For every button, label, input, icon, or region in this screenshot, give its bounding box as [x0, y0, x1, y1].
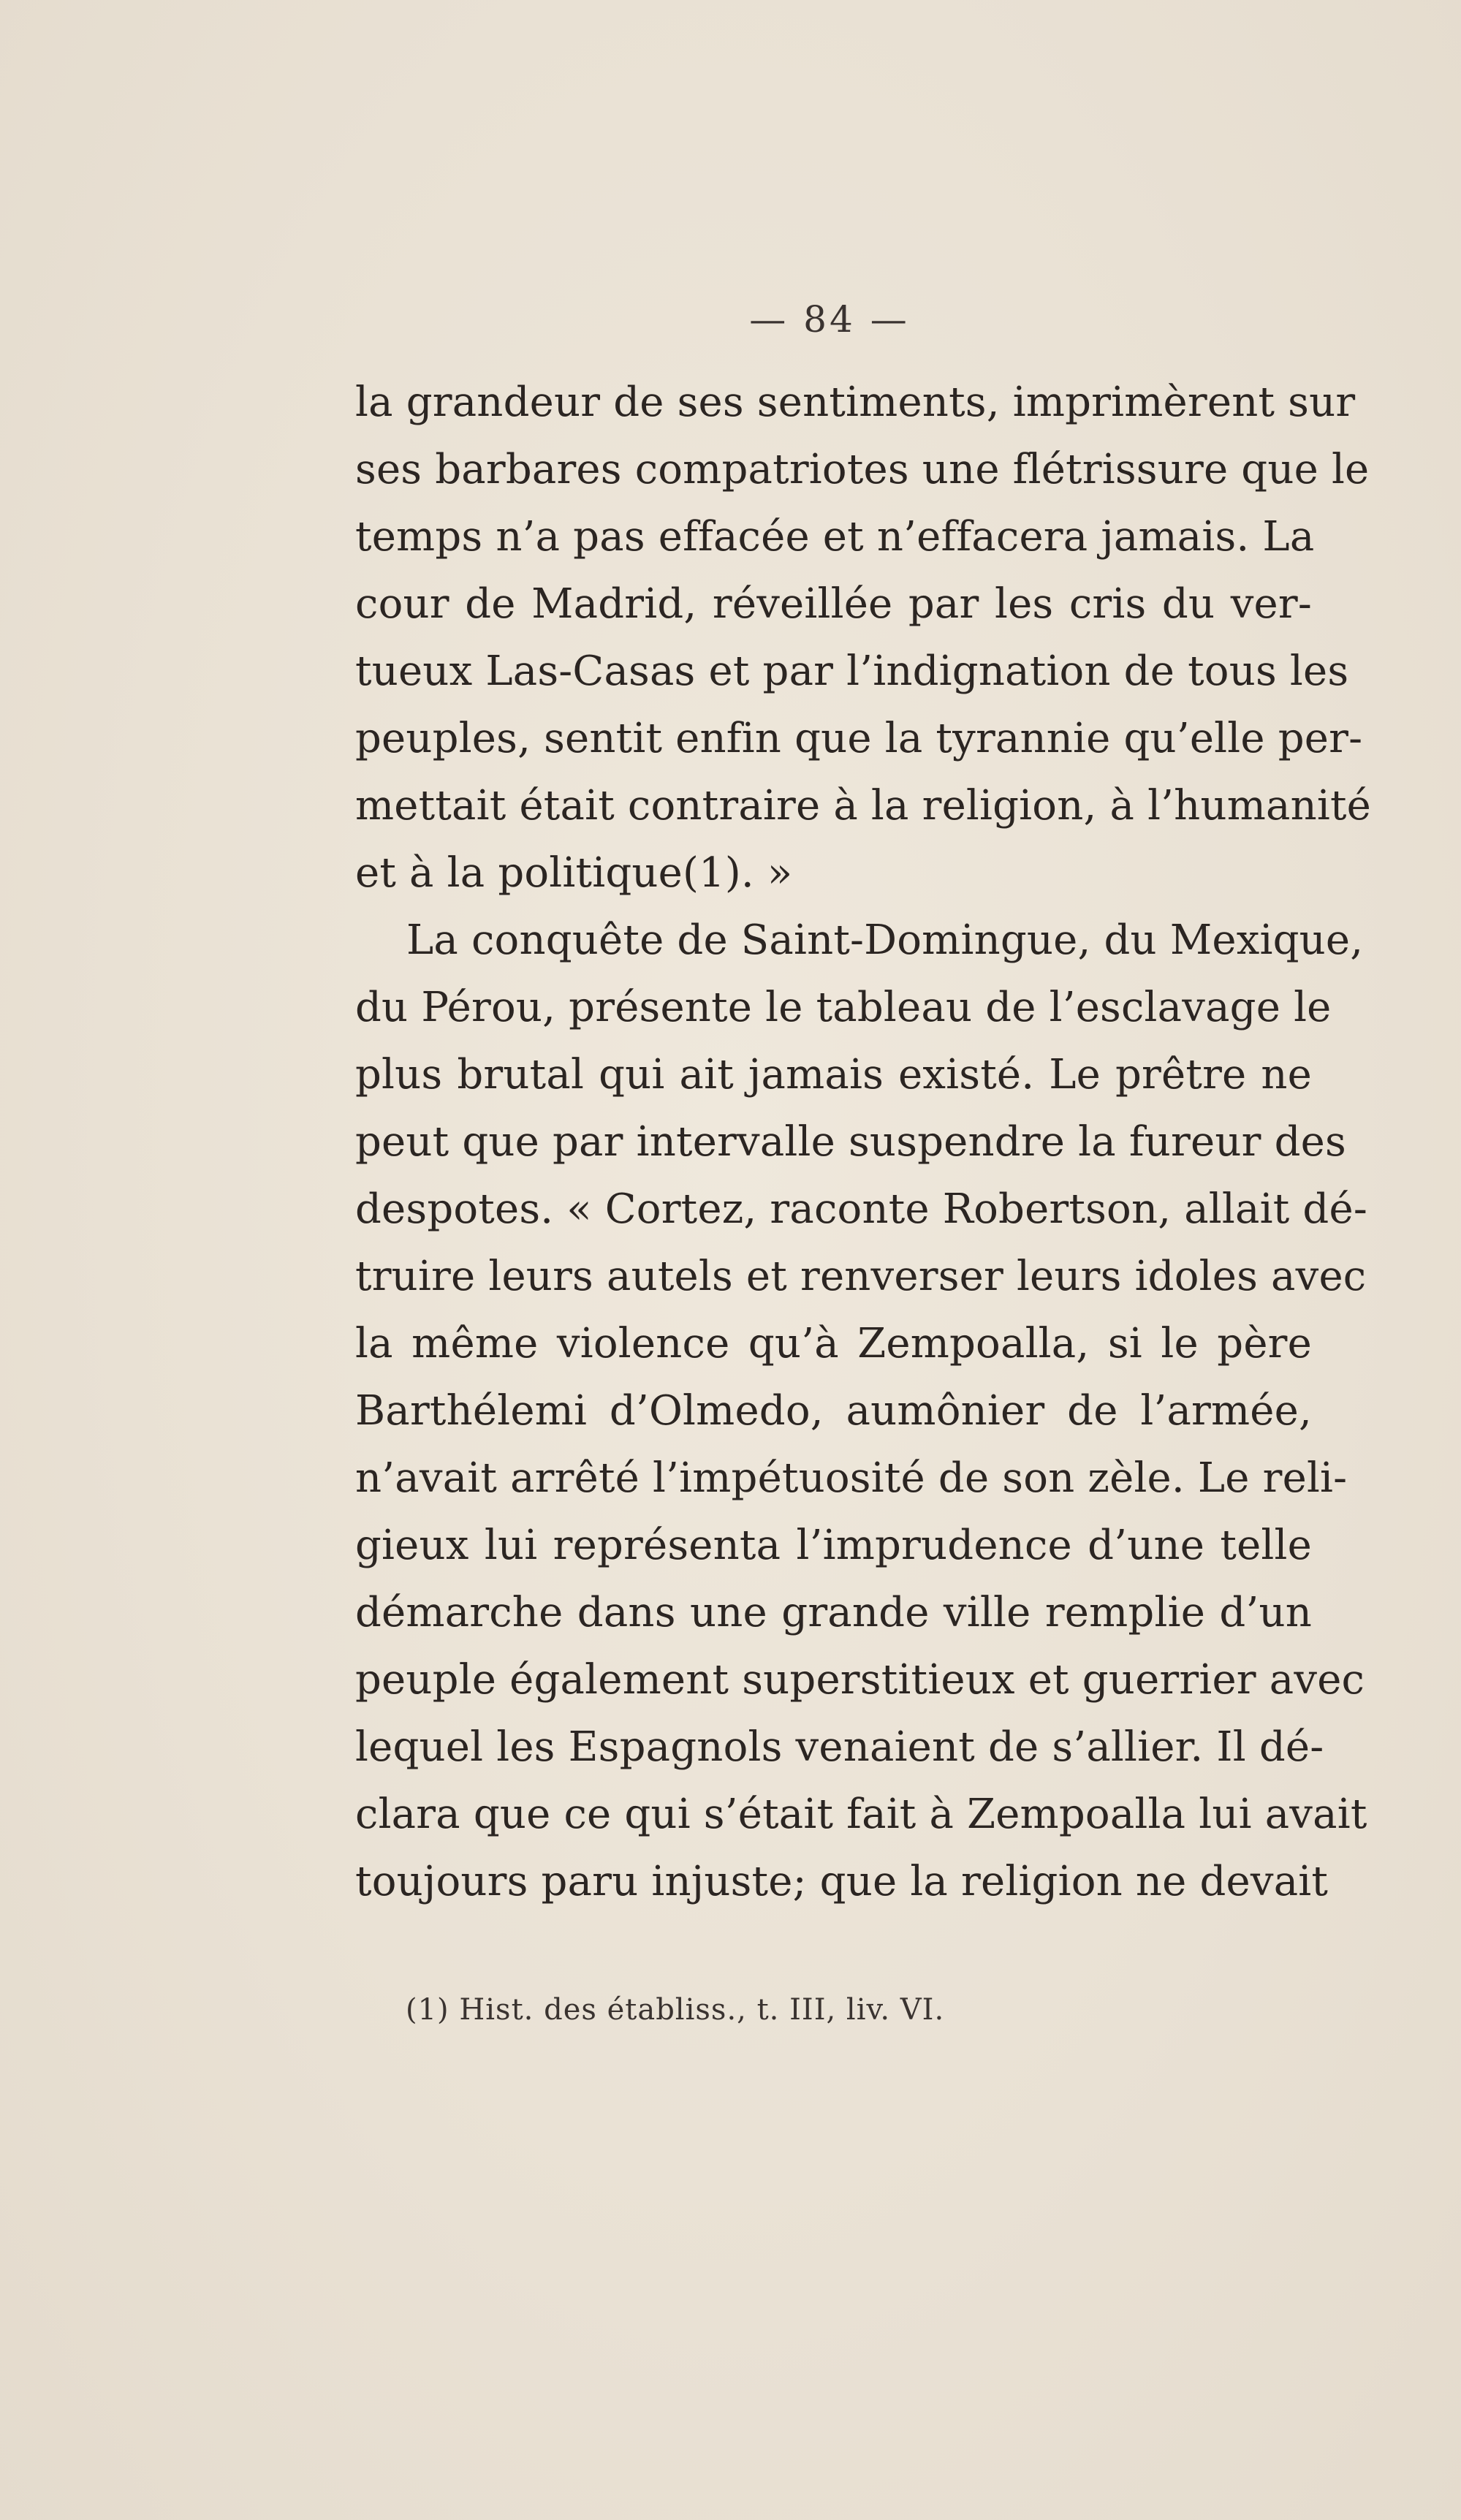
page-number: — 84 —: [749, 298, 910, 341]
text-line: Barthélemi d’Olmedo, aumônier de l’armée,: [355, 1387, 1312, 1435]
text-line: peut que par intervalle suspendre la fureur des: [355, 1118, 1346, 1166]
text-line-paragraph-start: La conquête de Saint-Domingue, du Mexique,: [406, 916, 1364, 964]
text-line: ses barbares compatriotes une flétrissure que le: [355, 446, 1370, 493]
text-line: clara que ce qui s’était fait à Zempoalla lui avait: [355, 1791, 1367, 1838]
text-line: n’avait arrêté l’impétuosité de son zèle. Le reli-: [355, 1454, 1348, 1502]
text-line: despotes. « Cortez, raconte Robertson, allait dé-: [355, 1185, 1367, 1233]
text-line: du Pérou, présente le tableau de l’esclavage le: [355, 984, 1332, 1031]
text-line: toujours paru injuste; que la religion ne devait: [355, 1858, 1329, 1905]
text-line: gieux lui représenta l’imprudence d’une telle: [355, 1522, 1312, 1569]
text-line: peuples, sentit enfin que la tyrannie qu’elle per-: [355, 715, 1363, 762]
text-line: tueux Las-Casas et par l’indignation de tous les: [355, 648, 1349, 695]
text-line: truire leurs autels et renverser leurs idoles avec: [355, 1253, 1367, 1300]
text-line-paragraph-end: et à la politique(1). »: [355, 849, 793, 897]
text-line: peuple également superstitieux et guerrier avec: [355, 1656, 1365, 1704]
body-text: [355, 369, 1372, 1916]
text-line: la même violence qu’à Zempoalla, si le père: [355, 1320, 1312, 1367]
text-line: la grandeur de ses sentiments, imprimèrent sur: [355, 379, 1356, 426]
text-line: mettait était contraire à la religion, à l’humanité: [355, 782, 1372, 830]
text-line: cour de Madrid, réveillée par les cris du ver-: [355, 580, 1312, 628]
footnote: (1) Hist. des établiss., t. III, liv. VI.: [406, 1993, 945, 2027]
text-line: lequel les Espagnols venaient de s’allier. Il dé-: [355, 1723, 1324, 1771]
text-line: temps n’a pas effacée et n’effacera jamais. La: [355, 513, 1315, 561]
text-line: démarche dans une grande ville remplie d’un: [355, 1589, 1312, 1636]
text-line: plus brutal qui ait jamais existé. Le prêtre ne: [355, 1051, 1312, 1098]
